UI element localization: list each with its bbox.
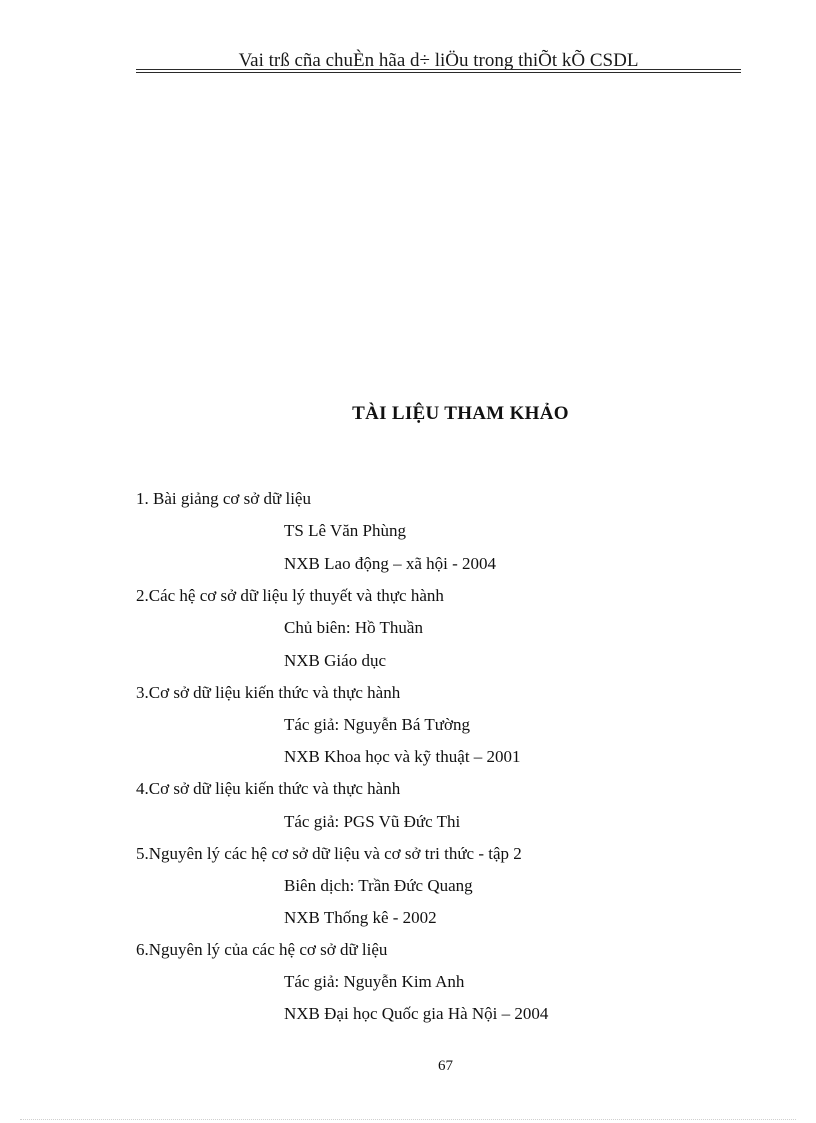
reference-6-author: Tác giả: Nguyễn Kim Anh	[284, 972, 465, 991]
header-rule-bottom	[136, 72, 741, 73]
reference-1-publisher: NXB Lao động – xã hội - 2004	[284, 554, 497, 573]
reference-6-publisher: NXB Đại học Quốc gia Hà Nội – 2004	[284, 1004, 549, 1023]
section-title: TÀI LIỆU THAM KHẢO	[352, 403, 569, 424]
running-header: Vai trß cña chuÈn hãa d÷ liÖu trong thiÕt kÕ CSDL	[238, 50, 639, 71]
reference-2-publisher: NXB Giáo dục	[284, 651, 386, 670]
reference-3-publisher: NXB Khoa học và kỹ thuật – 2001	[284, 747, 521, 766]
reference-4-author: Tác giả: PGS Vũ Đức Thi	[284, 812, 461, 831]
reference-5-translator: Biên dịch: Trần Đức Quang	[284, 876, 473, 895]
reference-3-author: Tác giả: Nguyễn Bá Tường	[284, 715, 470, 734]
page-bottom-divider	[20, 1119, 796, 1120]
reference-6-title: 6.Nguyên lý của các hệ cơ sở dữ liệu	[136, 940, 388, 959]
reference-2-editor: Chủ biên: Hồ Thuần	[284, 618, 423, 637]
reference-4-title: 4.Cơ sở dữ liệu kiến thức và thực hành	[136, 779, 401, 798]
page-number: 67	[438, 1058, 453, 1074]
reference-5-title: 5.Nguyên lý các hệ cơ sở dữ liệu và cơ sở tri thức - tập 2	[136, 844, 522, 863]
reference-2-title: 2.Các hệ cơ sở dữ liệu lý thuyết và thực hành	[136, 586, 444, 605]
header-rule-top	[136, 69, 741, 70]
reference-5-publisher: NXB Thống kê - 2002	[284, 908, 437, 927]
reference-1-author: TS Lê Văn Phùng	[284, 521, 406, 540]
reference-1-title: 1. Bài giảng cơ sở dữ liệu	[136, 489, 311, 508]
reference-3-title: 3.Cơ sở dữ liệu kiến thức và thực hành	[136, 683, 401, 702]
